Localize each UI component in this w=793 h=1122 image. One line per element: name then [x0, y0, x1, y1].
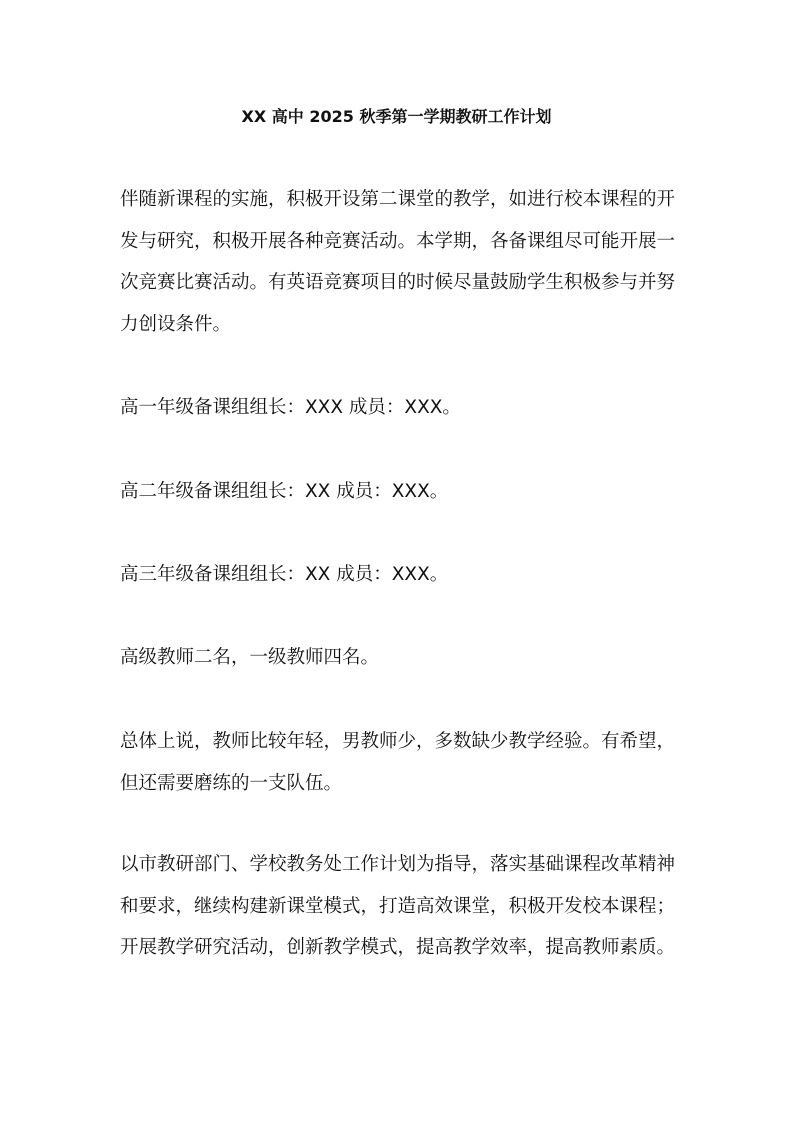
text-line: 总体上说，教师比较年轻，男教师少，多数缺少教学经验。有希望， [120, 731, 676, 752]
text-line: 力创设条件。 [120, 313, 232, 335]
document-title: XX 高中 2025 秋季第一学期教研工作计划 [241, 107, 552, 126]
paragraph-intro [120, 179, 680, 345]
paragraph-grade2 [120, 471, 680, 513]
text-line: 高三年级备课组组长：XX 成员：XXX。 [120, 564, 449, 585]
text-line: 伴随新课程的实施，积极开设第二课堂的教学，如进行校本课程的开 [120, 189, 676, 210]
paragraph-guidance [120, 844, 680, 969]
text-line: 高二年级备课组组长：XX 成员：XXX。 [120, 481, 449, 502]
paragraph-summary [120, 721, 680, 804]
text-line: 发与研究，积极开展各种竞赛活动。本学期，各备课组尽可能开展一 [120, 230, 676, 252]
text-line: 但还需要磨练的一支队伍。 [120, 772, 343, 794]
text-line: 以市教研部门、学校教务处工作计划为指导，落实基础课程改革精神 [120, 854, 676, 875]
text-line: 高一年级备课组组长：XXX 成员：XXX。 [120, 397, 461, 418]
paragraph-grade1 [120, 387, 680, 429]
paragraph-grade3 [120, 554, 680, 596]
paragraph-teachers [120, 637, 680, 679]
text-line: 高级教师二名，一级教师四名。 [120, 647, 380, 668]
text-line: 开展教学研究活动，创新教学模式，提高教学效率，提高教师素质。 [120, 937, 676, 958]
text-line: 次竞赛比赛活动。有英语竞赛项目的时候尽量鼓励学生积极参与并努 [120, 272, 676, 293]
text-line: 和要求，继续构建新课堂模式，打造高效课堂，积极开发校本课程； [120, 895, 676, 917]
